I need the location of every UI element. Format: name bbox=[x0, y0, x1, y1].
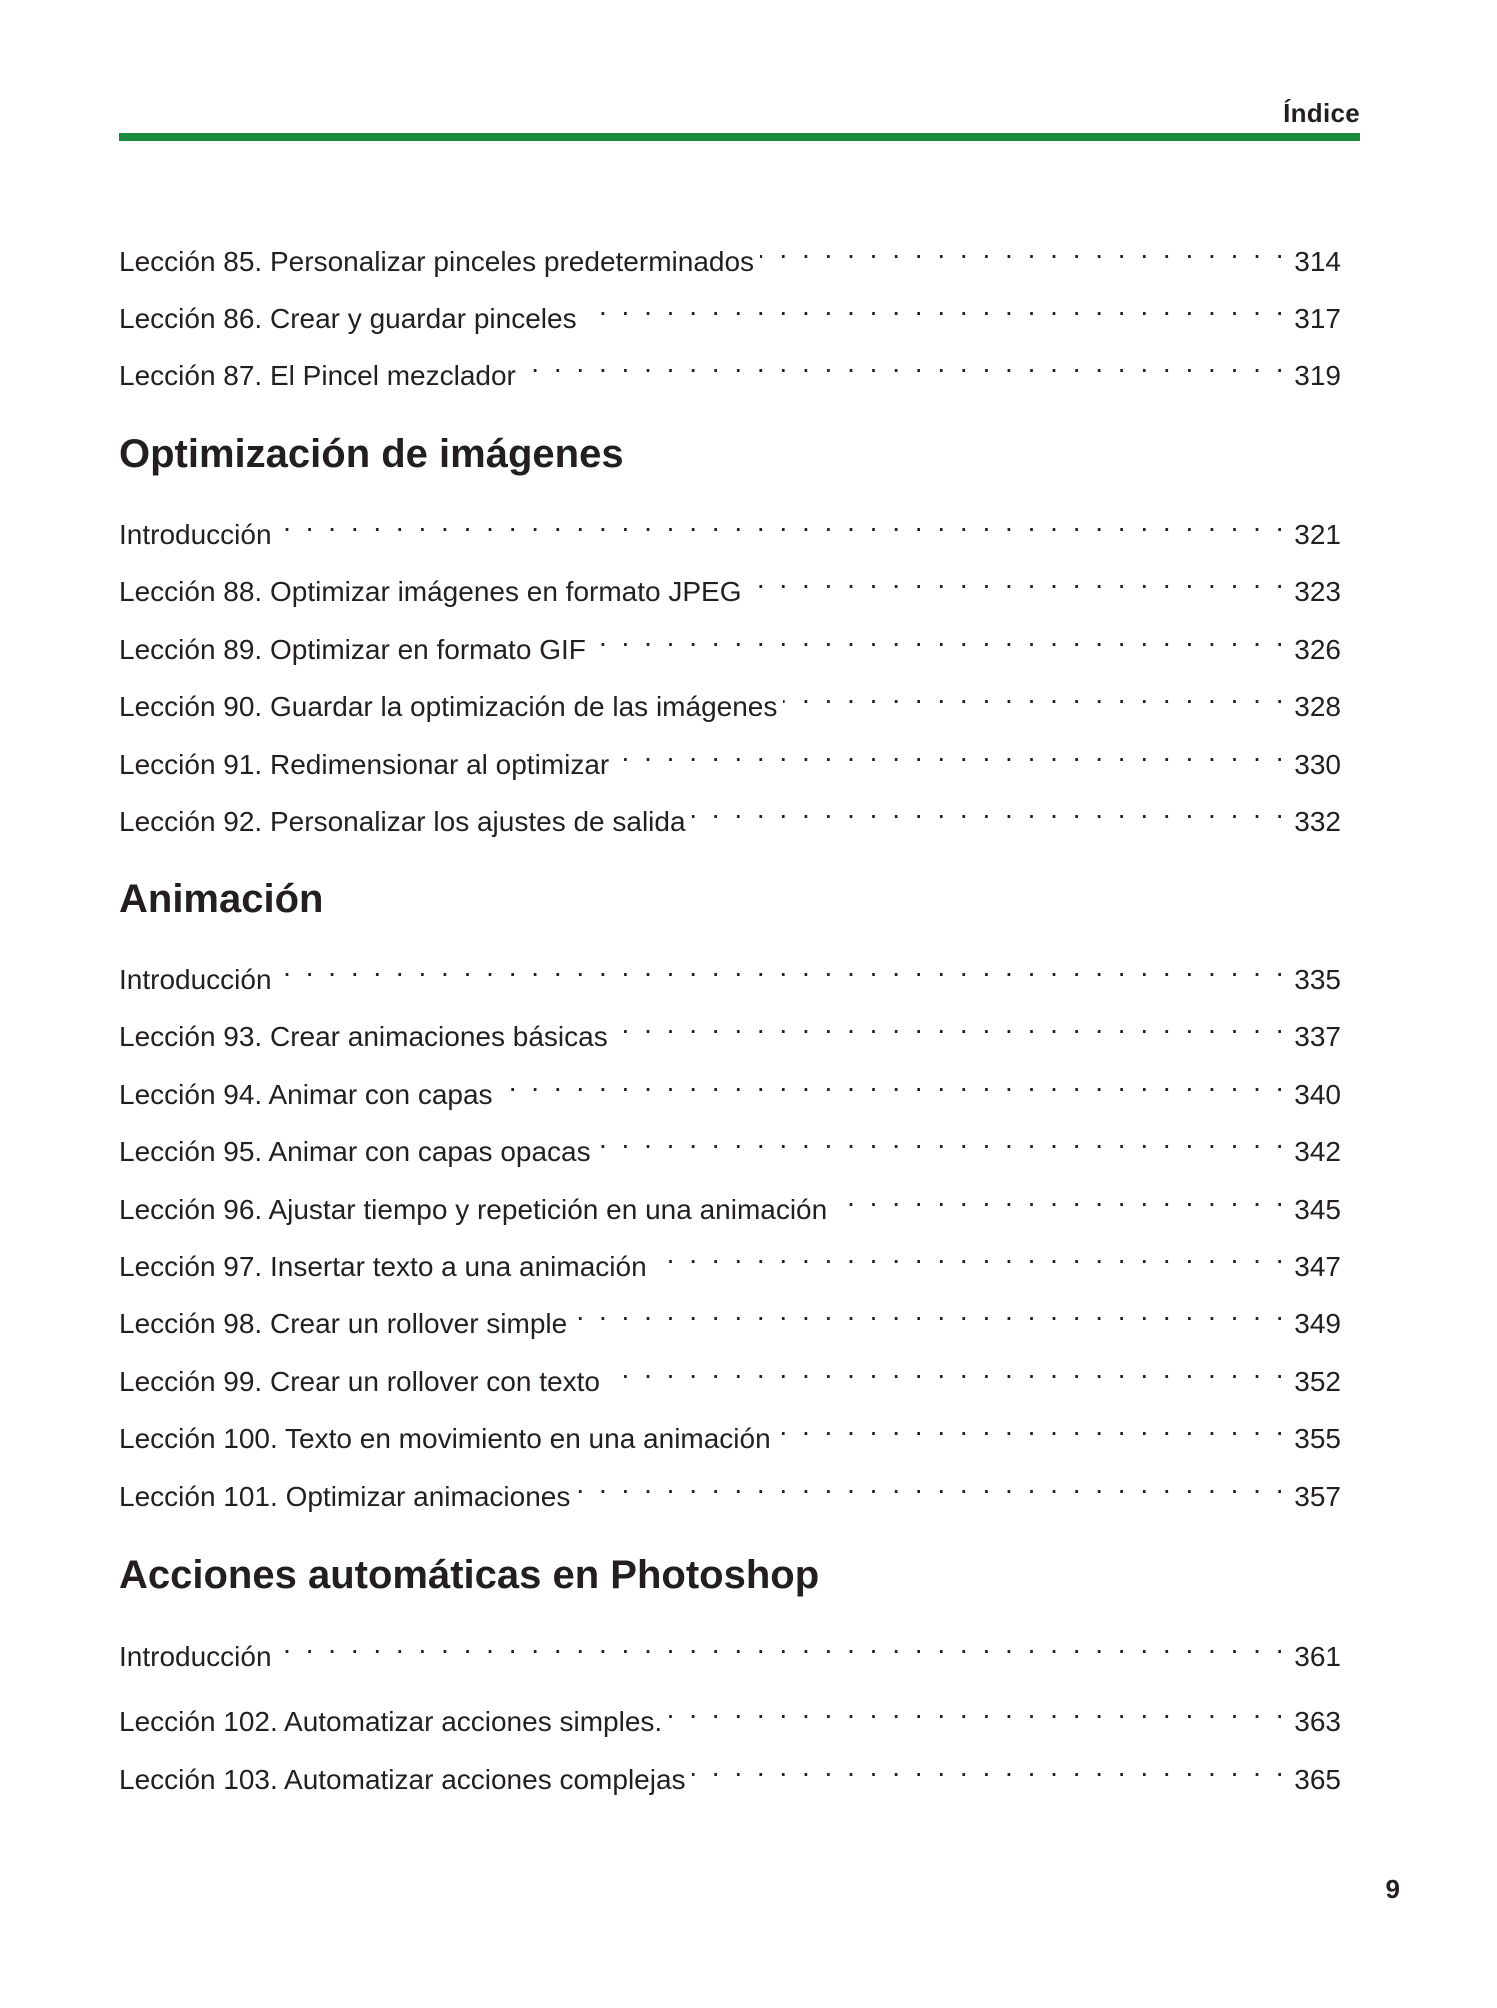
toc-entry bbox=[119, 1060, 1341, 1110]
dot-leader bbox=[278, 1622, 1291, 1666]
toc-entry-label: Lección 95. Animar con capas opacas bbox=[119, 1136, 591, 1167]
header-rule bbox=[119, 133, 1360, 141]
dot-leader bbox=[592, 615, 1291, 659]
dot-leader bbox=[760, 227, 1291, 271]
dot-leader bbox=[278, 500, 1291, 544]
dot-leader bbox=[583, 284, 1291, 328]
toc-entry-label: Lección 103. Automatizar acciones complejas bbox=[119, 1764, 686, 1795]
toc-entry bbox=[119, 1622, 1341, 1672]
dot-leader bbox=[833, 1175, 1291, 1219]
dot-leader bbox=[783, 672, 1291, 716]
toc-entry-page: 357 bbox=[1294, 1481, 1341, 1512]
dot-leader bbox=[615, 730, 1291, 774]
toc-entry-label: Lección 94. Animar con capas bbox=[119, 1079, 493, 1110]
toc-entry-label: Lección 99. Crear un rollover con texto bbox=[119, 1366, 600, 1397]
toc-entry bbox=[119, 787, 1341, 837]
dot-leader bbox=[668, 1687, 1291, 1731]
toc-entry-label: Introducción bbox=[119, 1641, 272, 1672]
toc-entry-page: 352 bbox=[1294, 1366, 1341, 1397]
toc-entry-page: 340 bbox=[1294, 1079, 1341, 1110]
dot-leader bbox=[522, 341, 1291, 385]
toc-entry-page: 328 bbox=[1294, 691, 1341, 722]
toc-entry bbox=[119, 945, 1341, 995]
toc-entry-page: 342 bbox=[1294, 1136, 1341, 1167]
toc-entry-label: Lección 85. Personalizar pinceles predeterminados bbox=[119, 246, 755, 277]
dot-leader bbox=[653, 1232, 1291, 1276]
toc-entry-page: 319 bbox=[1294, 360, 1341, 391]
toc-entry-label: Lección 90. Guardar la optimización de las imágenes bbox=[119, 691, 778, 722]
toc-entry bbox=[119, 1462, 1341, 1512]
dot-leader bbox=[692, 1745, 1291, 1789]
toc-entry bbox=[119, 1002, 1341, 1052]
running-header-title: Índice bbox=[1283, 98, 1360, 128]
toc-entry bbox=[119, 557, 1341, 607]
toc-entry bbox=[119, 1232, 1341, 1282]
toc-entry bbox=[119, 341, 1341, 391]
dot-leader bbox=[692, 787, 1291, 831]
dot-leader bbox=[573, 1289, 1291, 1333]
toc-entry-page: 330 bbox=[1294, 749, 1341, 780]
toc-entry-label: Lección 101. Optimizar animaciones bbox=[119, 1481, 571, 1512]
toc-entry-page: 349 bbox=[1294, 1308, 1341, 1339]
toc-entry-page: 361 bbox=[1294, 1641, 1341, 1672]
toc-entry-page: 317 bbox=[1294, 303, 1341, 334]
toc-entry bbox=[119, 1347, 1341, 1397]
toc-entry bbox=[119, 1745, 1341, 1795]
toc-entry-page: 345 bbox=[1294, 1194, 1341, 1225]
toc-entry-label: Lección 86. Crear y guardar pinceles bbox=[119, 303, 577, 334]
dot-leader bbox=[606, 1347, 1291, 1391]
toc-entry-label: Lección 102. Automatizar acciones simples. bbox=[119, 1706, 663, 1737]
toc-entry-page: 314 bbox=[1294, 246, 1341, 277]
toc-entry-label: Lección 100. Texto en movimiento en una animación bbox=[119, 1423, 771, 1454]
toc-entry-page: 337 bbox=[1294, 1021, 1341, 1052]
section-heading: Optimización de imágenes bbox=[119, 432, 624, 476]
toc-entry-page: 365 bbox=[1294, 1764, 1341, 1795]
toc-entry-page: 363 bbox=[1294, 1706, 1341, 1737]
toc-entry-label: Lección 92. Personalizar los ajustes de salida bbox=[119, 806, 686, 837]
toc-entry bbox=[119, 672, 1341, 722]
toc-entry-page: 355 bbox=[1294, 1423, 1341, 1454]
dot-leader bbox=[614, 1002, 1291, 1046]
toc-entry bbox=[119, 1117, 1341, 1167]
toc-entry bbox=[119, 1289, 1341, 1339]
toc-entry bbox=[119, 730, 1341, 780]
section-heading: Animación bbox=[119, 877, 324, 921]
toc-entry-label: Lección 89. Optimizar en formato GIF bbox=[119, 634, 586, 665]
toc-entry-label: Lección 97. Insertar texto a una animación bbox=[119, 1251, 647, 1282]
toc-entry-label: Lección 88. Optimizar imágenes en formato JPEG bbox=[119, 576, 742, 607]
page-number: 9 bbox=[1385, 1874, 1400, 1904]
section-heading: Acciones automáticas en Photoshop bbox=[119, 1553, 820, 1597]
toc-entry-label: Lección 93. Crear animaciones básicas bbox=[119, 1021, 608, 1052]
dot-leader bbox=[777, 1404, 1291, 1448]
dot-leader bbox=[499, 1060, 1291, 1104]
toc-entry-page: 326 bbox=[1294, 634, 1341, 665]
dot-leader bbox=[576, 1462, 1291, 1506]
toc-entry-label: Lección 87. El Pincel mezclador bbox=[119, 360, 516, 391]
toc-entry-page: 335 bbox=[1294, 964, 1341, 995]
toc-entry-label: Lección 91. Redimensionar al optimizar bbox=[119, 749, 610, 780]
dot-leader bbox=[278, 945, 1291, 989]
toc-entry bbox=[119, 284, 1341, 334]
toc-entry bbox=[119, 1687, 1341, 1737]
toc-entry bbox=[119, 227, 1341, 277]
toc-entry bbox=[119, 1175, 1341, 1225]
toc-entry-page: 323 bbox=[1294, 576, 1341, 607]
toc-entry-label: Introducción bbox=[119, 519, 272, 550]
toc-entry-page: 321 bbox=[1294, 519, 1341, 550]
toc-entry-label: Lección 98. Crear un rollover simple bbox=[119, 1308, 568, 1339]
toc-entry-page: 347 bbox=[1294, 1251, 1341, 1282]
toc-entry bbox=[119, 500, 1341, 550]
toc-entry bbox=[119, 1404, 1341, 1454]
toc-entry-page: 332 bbox=[1294, 806, 1341, 837]
toc-entry-label: Introducción bbox=[119, 964, 272, 995]
toc-entry bbox=[119, 615, 1341, 665]
toc-entry-label: Lección 96. Ajustar tiempo y repetición en una animación bbox=[119, 1194, 828, 1225]
dot-leader bbox=[748, 557, 1291, 601]
dot-leader bbox=[597, 1117, 1291, 1161]
